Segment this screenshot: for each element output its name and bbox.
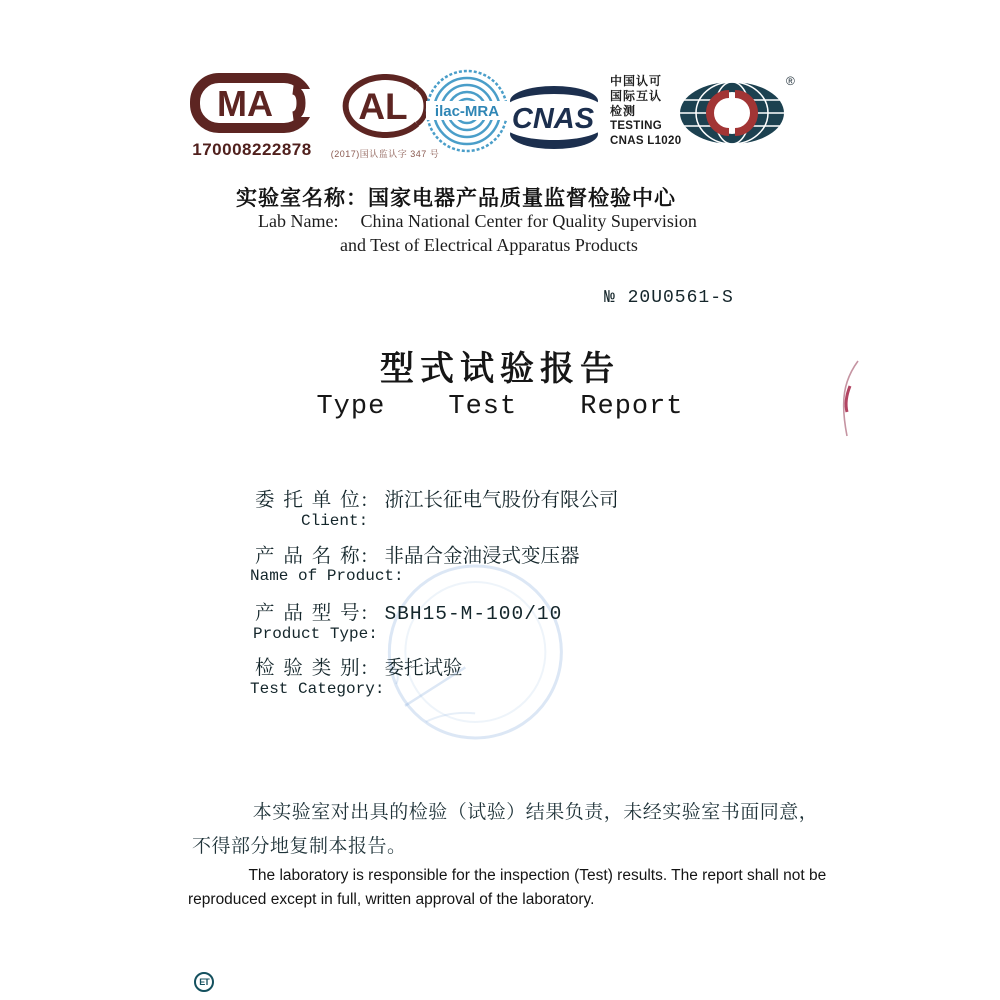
disclaimer-chinese: 本实验室对出具的检验（试验）结果负责，未经实验室书面同意，不得部分地复制本报告。 — [192, 802, 819, 858]
field-product-name-value: 非晶合金油浸式变压器 — [384, 546, 580, 567]
svg-text:MA: MA — [217, 83, 273, 124]
certification-logo-row — [0, 0, 1000, 175]
field-test-category-label-en: Test Category: — [250, 680, 385, 698]
cnas-icon — [506, 84, 602, 152]
lab-name-english-line1 — [258, 211, 697, 232]
svg-text:AL: AL — [358, 86, 408, 127]
cnas-accreditation-text — [610, 74, 688, 149]
pen-stroke-icon — [828, 358, 868, 440]
field-product-type-label-en: Product Type: — [253, 625, 378, 643]
cal-mark-icon — [339, 74, 431, 140]
field-product-type — [255, 597, 562, 625]
cnas-logo — [506, 84, 602, 157]
field-product-name — [255, 540, 579, 568]
field-test-category — [255, 652, 462, 680]
field-client — [255, 484, 618, 512]
accreditation-line: CNAS L1020 — [610, 135, 682, 147]
lab-name-chinese: 实验室名称：国家电器产品质量监督检验中心 — [236, 187, 676, 210]
report-title-chinese: 型式试验报告 — [380, 350, 620, 388]
report-number: № 20U0561-S — [604, 288, 734, 308]
field-test-category-value: 委托试验 — [384, 658, 463, 679]
lab-name-value: China National Center for Quality Supervision — [360, 211, 697, 231]
ilac-mra-icon — [424, 68, 510, 154]
cma-certificate-number: 170008222878 — [192, 140, 312, 159]
disclaimer-english: The laboratory is responsible for the inspection (Test) results. The report shall not be reproduced except in full, written approval of the laboratory. — [188, 867, 827, 909]
footer-seal-icon: ET — [194, 972, 214, 992]
field-product-name-label-zh: 产 品 名 称: — [255, 546, 370, 567]
accreditation-line: 国际互认 — [610, 89, 663, 103]
cma-logo — [188, 72, 316, 160]
field-client-label-en: Client: — [301, 512, 369, 530]
svg-text:ilac-MRA: ilac-MRA — [434, 103, 500, 120]
accreditation-line: 检测 — [610, 104, 637, 118]
accreditation-line: TESTING — [610, 120, 662, 132]
field-product-type-label-zh: 产 品 型 号: — [255, 603, 370, 624]
pen-mark — [828, 358, 868, 445]
accreditation-line: 中国认可 — [610, 74, 663, 88]
field-product-type-value: SBH15-M-100/10 — [384, 603, 563, 625]
lab-name-english-line2: and Test of Electrical Apparatus Products — [340, 235, 638, 255]
globe-certification-logo — [678, 80, 786, 151]
field-test-category-label-zh: 检 验 类 别: — [255, 658, 370, 679]
cal-certificate-caption: (2017)国认监认字 347 号 — [330, 149, 440, 159]
field-product-name-label-en: Name of Product: — [250, 567, 404, 585]
cma-mark-icon — [189, 72, 315, 134]
field-client-value: 浙江长征电气股份有限公司 — [384, 490, 619, 511]
globe-icon — [678, 80, 786, 146]
field-client-label-zh: 委 托 单 位: — [255, 490, 370, 511]
ilac-mra-logo — [424, 68, 510, 159]
registered-trademark-icon: ® — [786, 74, 795, 88]
svg-text:CNAS: CNAS — [511, 103, 595, 135]
report-title-english: Type Test Report — [316, 392, 684, 422]
lab-name-label: Lab Name: — [258, 211, 339, 231]
